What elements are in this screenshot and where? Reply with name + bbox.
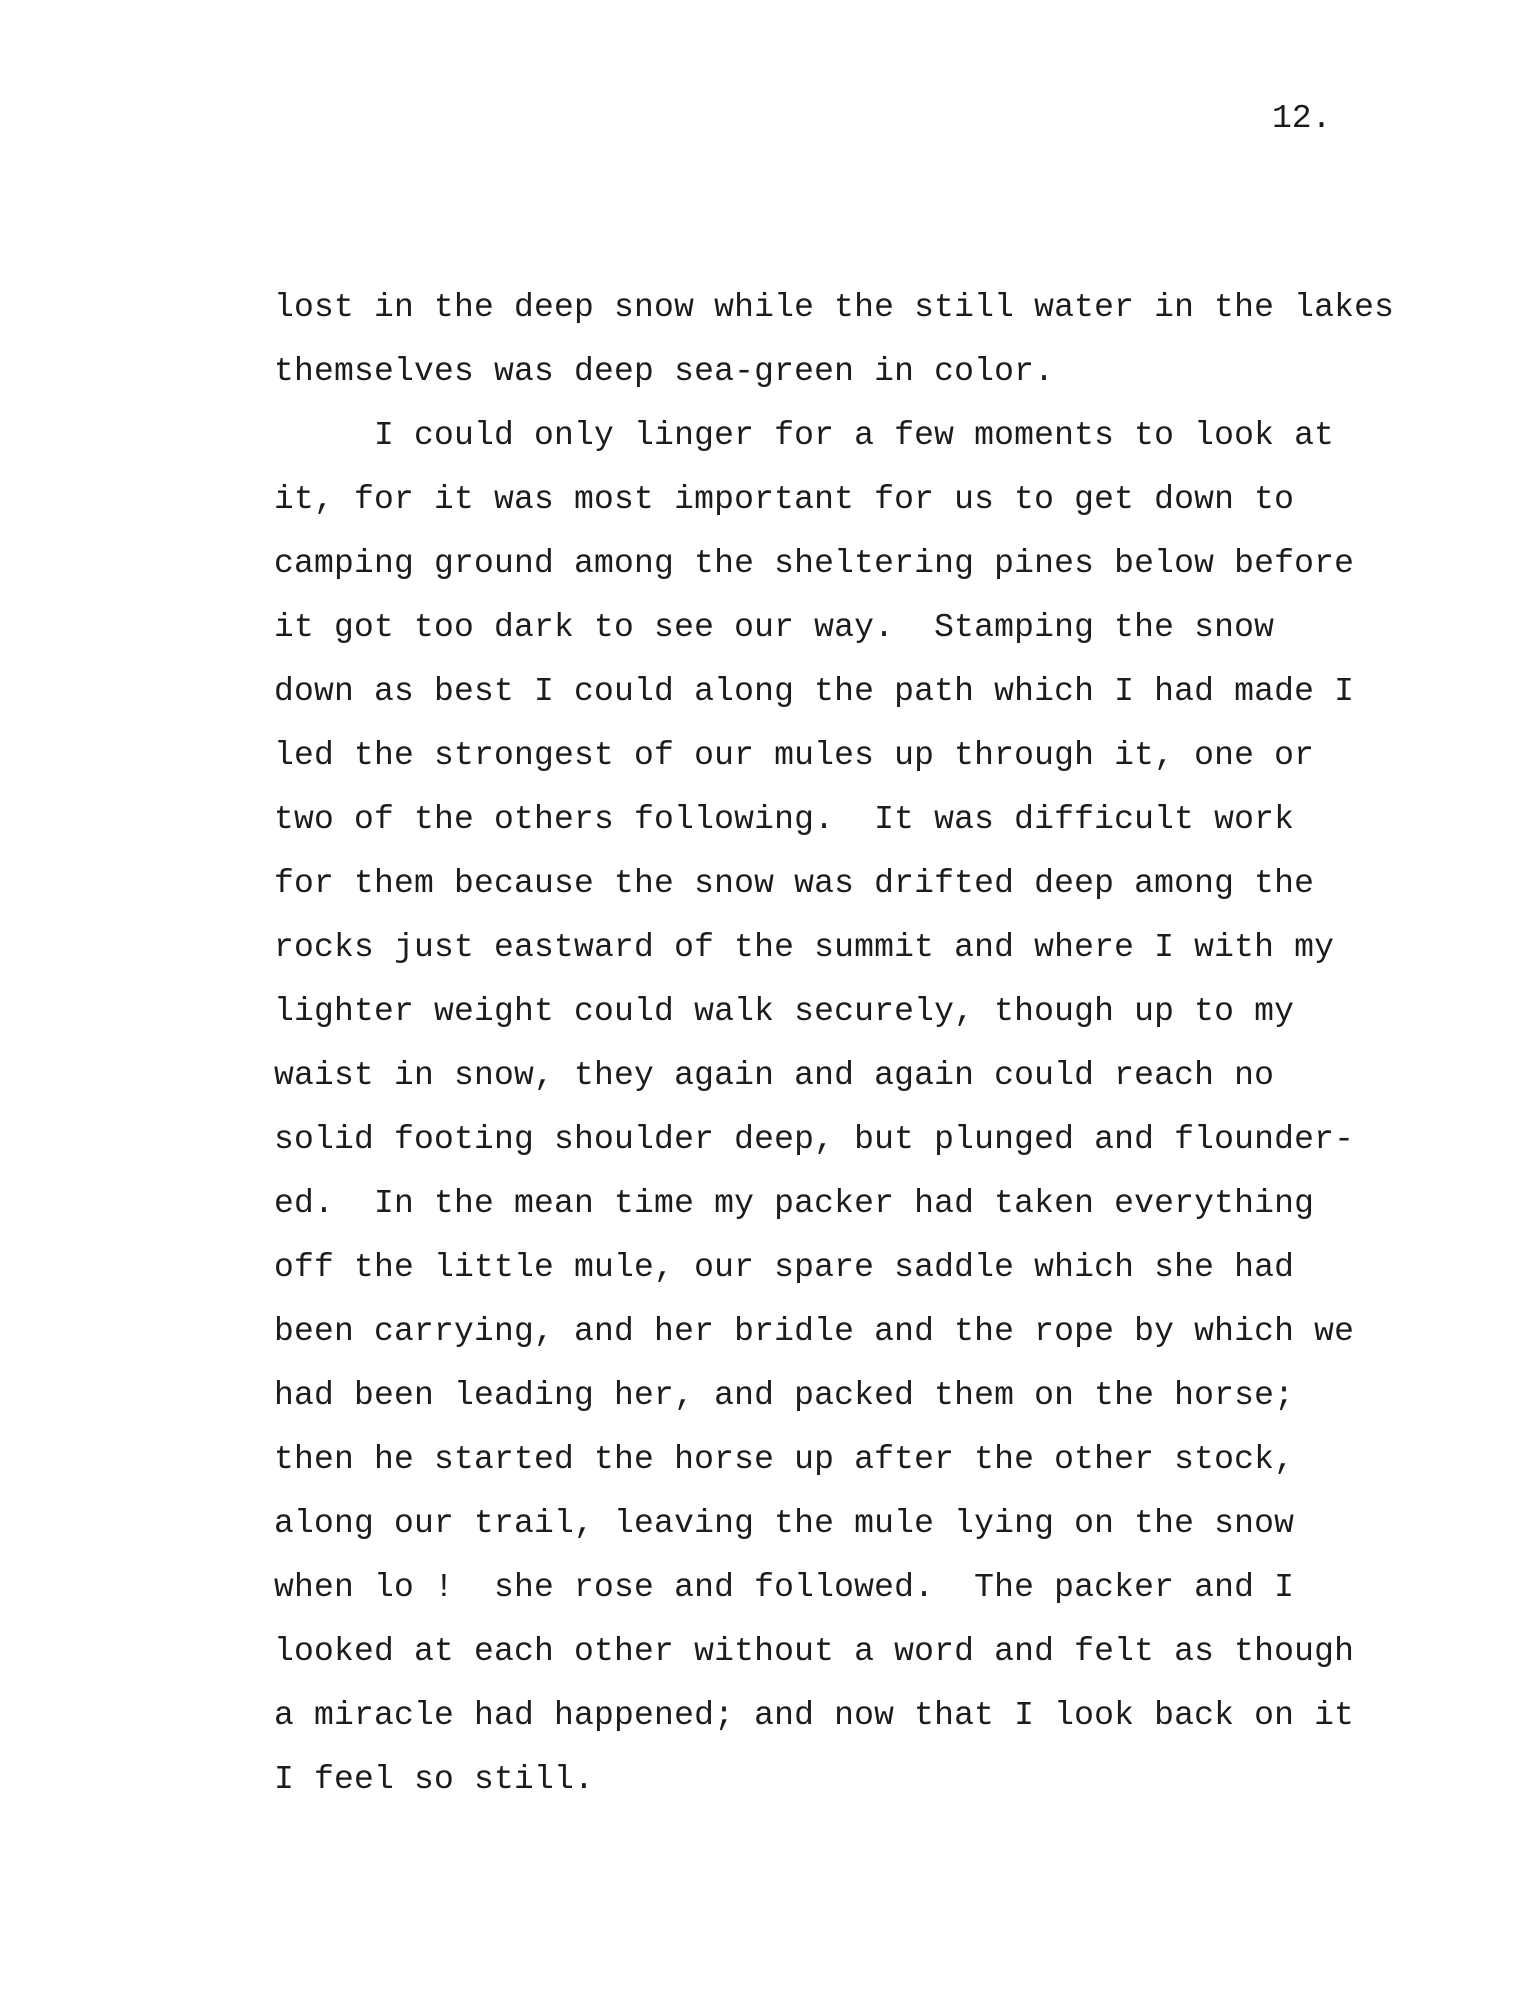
text-line: it got too dark to see our way. Stamping the snow bbox=[274, 609, 1275, 646]
text-line: for them because the snow was drifted deep among the bbox=[274, 865, 1315, 902]
text-line: ed. In the mean time my packer had taken everything bbox=[274, 1185, 1315, 1222]
text-line: lost in the deep snow while the still water in the lakes bbox=[274, 289, 1395, 326]
text-line: then he started the horse up after the other stock, bbox=[274, 1441, 1295, 1478]
text-line: I feel so still. bbox=[274, 1761, 595, 1798]
text-line: along our trail, leaving the mule lying on the snow bbox=[274, 1505, 1295, 1542]
text-line: a miracle had happened; and now that I look back on it bbox=[274, 1697, 1355, 1734]
text-line: led the strongest of our mules up through it, one or bbox=[274, 737, 1315, 774]
text-line: two of the others following. It was difficult work bbox=[274, 801, 1295, 838]
text-line: themselves was deep sea-green in color. bbox=[274, 353, 1055, 390]
text-line: down as best I could along the path which I had made I bbox=[274, 673, 1355, 710]
text-line: looked at each other without a word and felt as though bbox=[274, 1633, 1355, 1670]
text-line: solid footing shoulder deep, but plunged and flounder- bbox=[274, 1121, 1355, 1158]
text-line: rocks just eastward of the summit and where I with my bbox=[274, 929, 1335, 966]
text-line: I could only linger for a few moments to look at bbox=[274, 417, 1335, 454]
text-line: had been leading her, and packed them on the horse; bbox=[274, 1377, 1295, 1414]
text-line: when lo ! she rose and followed. The packer and I bbox=[274, 1569, 1295, 1606]
text-line: lighter weight could walk securely, though up to my bbox=[274, 993, 1295, 1030]
typewritten-body bbox=[274, 276, 1394, 1812]
text-line: been carrying, and her bridle and the rope by which we bbox=[274, 1313, 1355, 1350]
text-line: camping ground among the sheltering pines below before bbox=[274, 545, 1355, 582]
text-line: off the little mule, our spare saddle which she had bbox=[274, 1249, 1295, 1286]
page-number: 12. bbox=[1272, 100, 1332, 137]
text-line: it, for it was most important for us to get down to bbox=[274, 481, 1295, 518]
text-line: waist in snow, they again and again could reach no bbox=[274, 1057, 1275, 1094]
